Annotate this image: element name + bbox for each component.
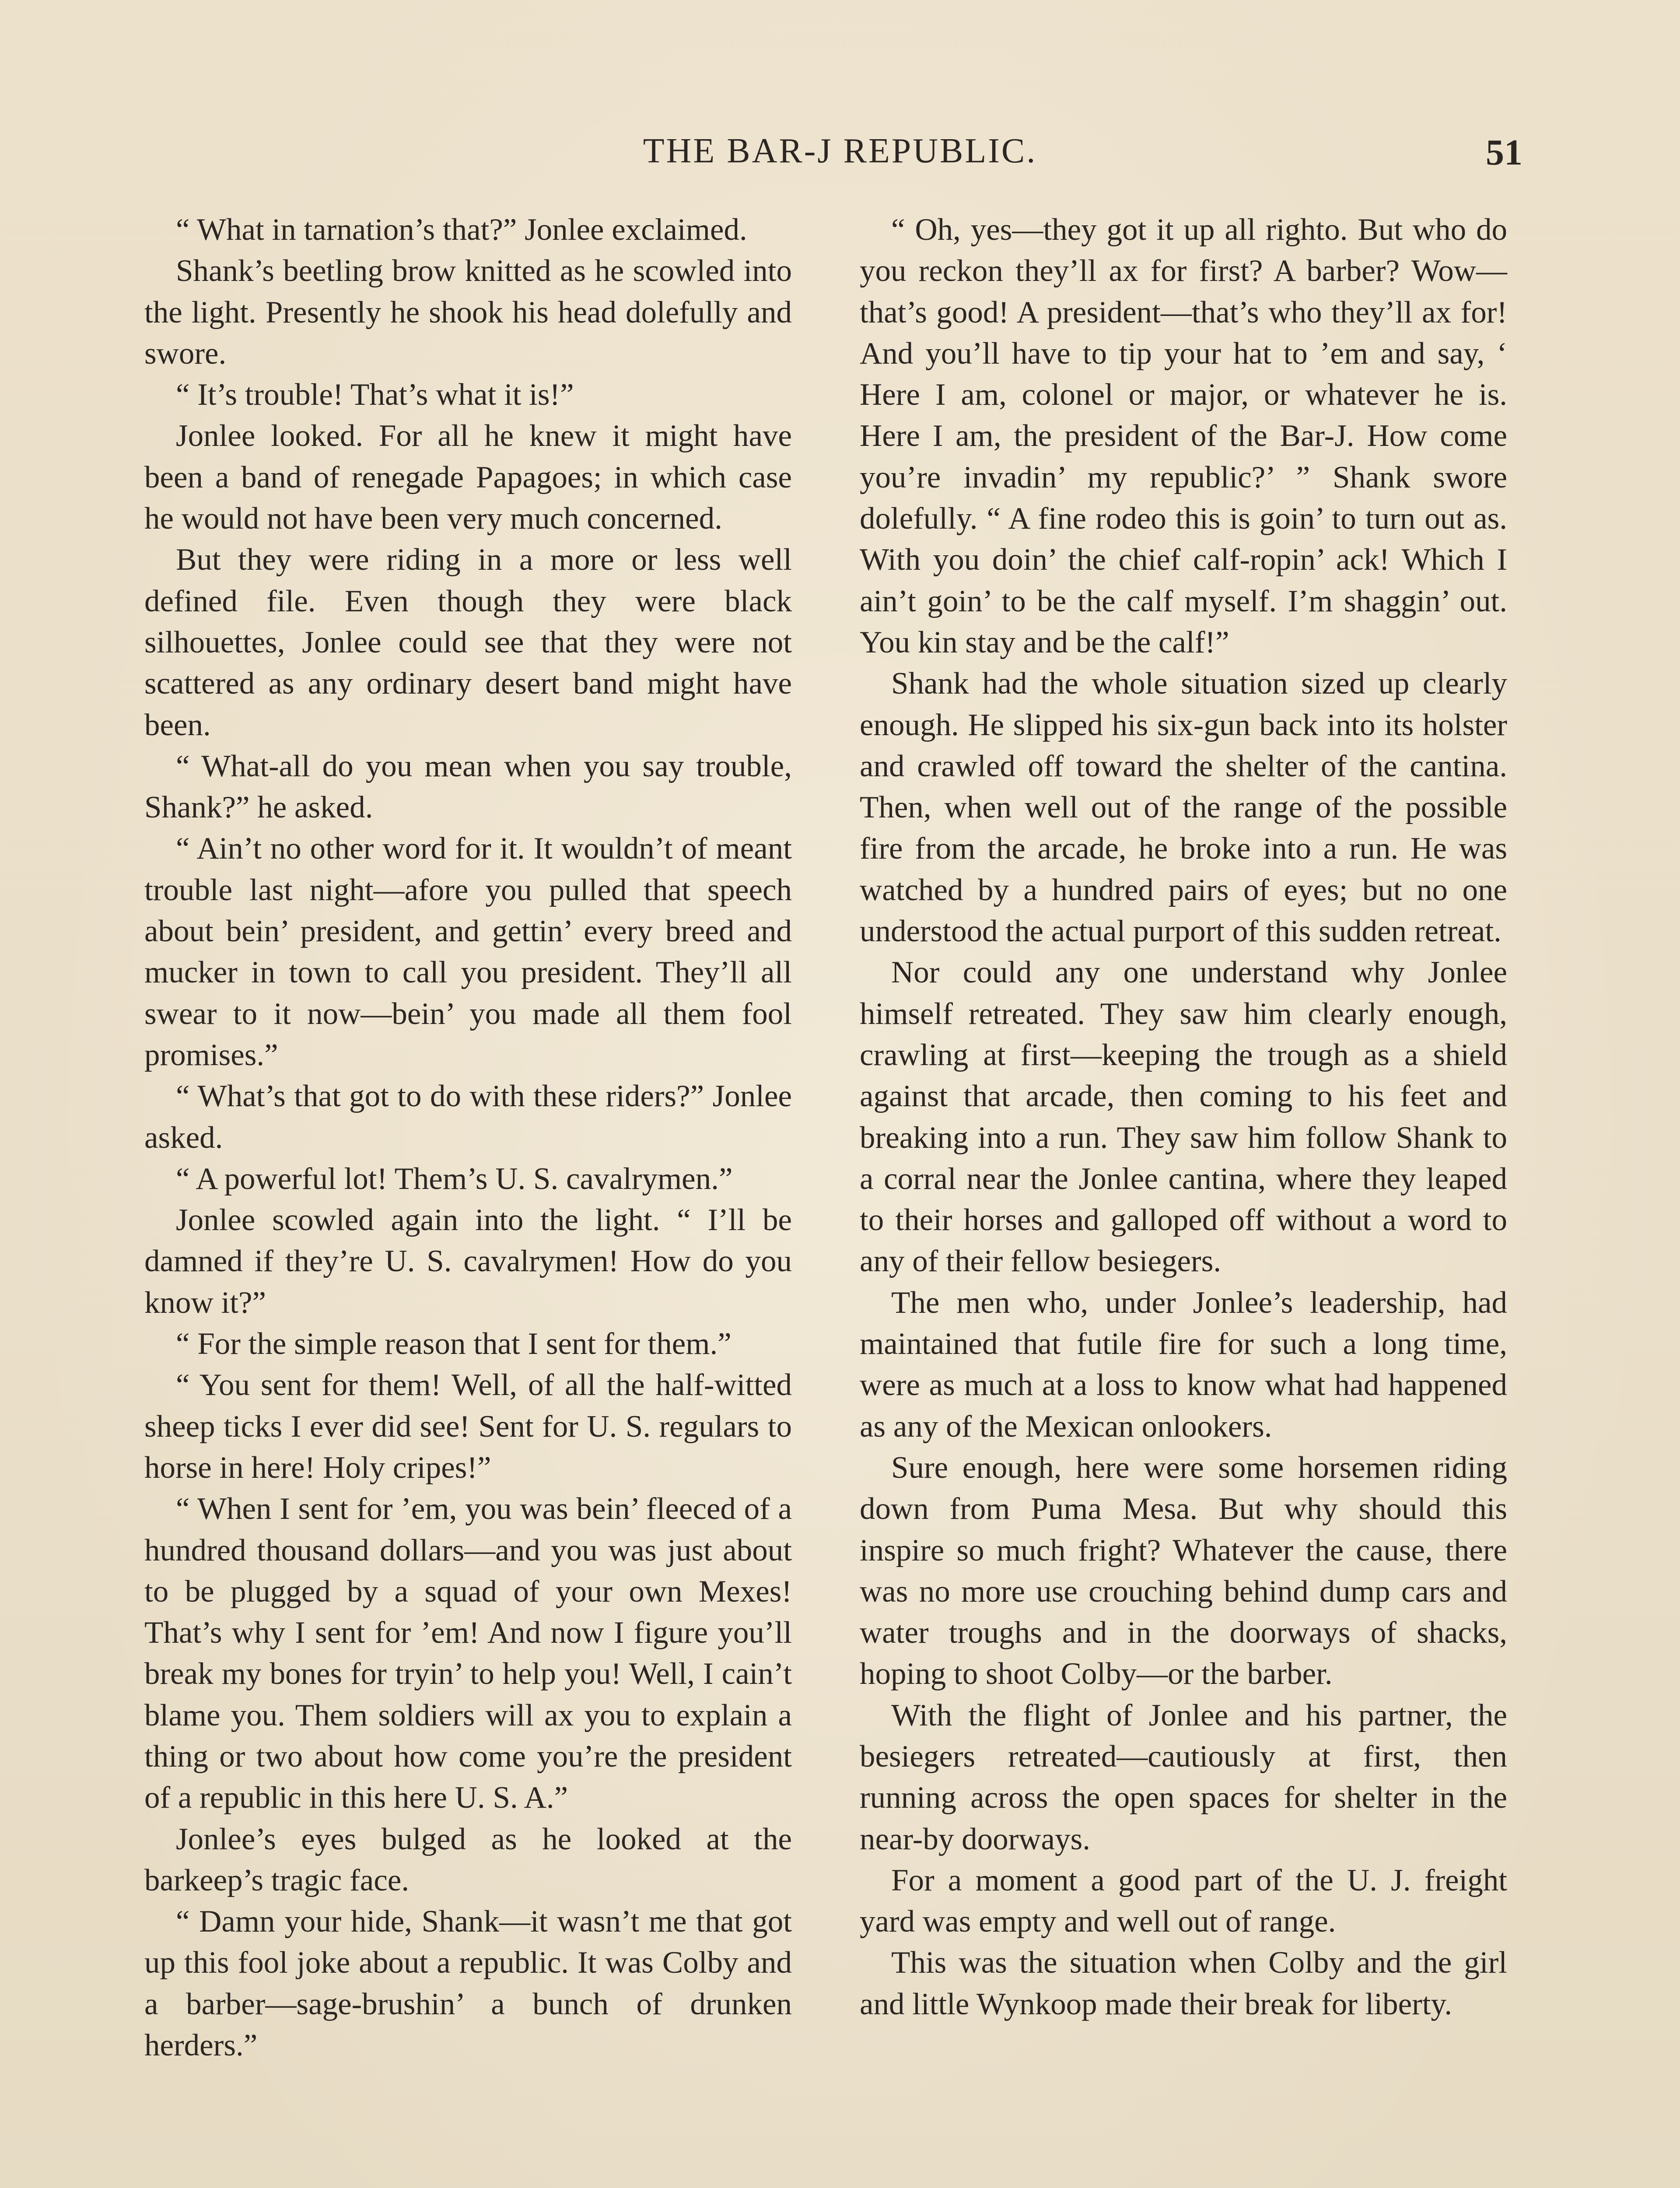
paragraph: “ For the simple reason that I sent for them.” xyxy=(176,1327,732,1361)
paragraph: “ What-all do you mean when you say trouble, Shank?” he asked. xyxy=(144,749,792,825)
page-header xyxy=(0,131,1680,179)
paragraph: Jonlee scowled again into the light. “ I’ll be damned if they’re U. S. cavalrymen! How do you know it?” xyxy=(144,1203,792,1320)
paragraph: Sure enough, here were some horsemen riding down from Puma Mesa. But why should this inspire so much fright? Whatever the cause, there was no more use crouching behind dump cars and water troughs and in the doorways of shacks, hoping to shoot Colby—or the barber. xyxy=(860,1450,1507,1691)
right-text-column xyxy=(860,209,1507,2025)
paragraph: “ Damn your hide, Shank—it wasn’t me that got up this fool joke about a republic. It was Colby and a barber—sage-brushin’ a bunch of drunken herders.” xyxy=(144,1904,792,2063)
paragraph: Shank had the whole situation sized up clearly enough. He slipped his six-gun back into its holster and crawled off toward the shelter of the cantina. Then, when well out of the range of the possible fire from the arcade, he broke into a run. He was watched by a hundred pairs of eyes; but no one understood the actual purport of this sudden retreat. xyxy=(860,666,1507,949)
paragraph: Jonlee’s eyes bulged as he looked at the barkeep’s tragic face. xyxy=(144,1822,792,1897)
paragraph: Shank’s beetling brow knitted as he scowled into the light. Presently he shook his head dolefully and swore. xyxy=(144,254,792,371)
paragraph: But they were riding in a more or less well defined file. Even though they were black silhouettes, Jonlee could see that they were not scattered as any ordinary desert band might have been. xyxy=(144,543,792,742)
paragraph: “ It’s trouble! That’s what it is!” xyxy=(176,378,574,412)
paragraph: “ Oh, yes—they got it up all righto. But who do you reckon they’ll ax for first? A barber? Wow—that’s good! A president—that’s who they’ll ax for! And you’ll have to tip your hat to ’em and say, ‘ Here I am, colonel or major, or whatever he is. Here I am, the president of the Bar-J. How come you’re invadin’ my republic?’ ” Shank swore dolefully. “ A fine rodeo this is goin’ to turn out as. With you doin’ the chief calf-ropin’ ack! Which I ain’t goin’ to be the calf myself. I’m shaggin’ out. You kin stay and be the calf!” xyxy=(860,213,1507,659)
running-title: THE BAR-J REPUBLIC. xyxy=(643,132,1037,170)
paragraph: “ A powerful lot! Them’s U. S. cavalrymen.” xyxy=(176,1161,733,1196)
page-number: 51 xyxy=(1486,132,1522,173)
paragraph: The men who, under Jonlee’s leadership, had maintained that futile fire for such a long time, were as much at a loss to know what had happened as any of the Mexican onlookers. xyxy=(860,1285,1507,1444)
paragraph: “ Ain’t no other word for it. It wouldn’t of meant trouble last night—afore you pulled that speech about bein’ president, and gettin’ every breed and mucker in town to call you president. They’ll all swear to it now—bein’ you made all them fool promises.” xyxy=(144,831,792,1072)
paragraph: “ What in tarnation’s that?” Jonlee exclaimed. xyxy=(176,213,747,247)
paragraph: “ You sent for them! Well, of all the half-witted sheep ticks I ever did see! Sent for U. S. regulars to horse in here! Holy cripes!” xyxy=(144,1368,792,1485)
paragraph: This was the situation when Colby and the girl and little Wynkoop made their break for liberty. xyxy=(860,1946,1507,2021)
paragraph: “ When I sent for ’em, you was bein’ fleeced of a hundred thousand dollars—and you was just about to be plugged by a squad of your own Mexes! That’s why I sent for ’em! And now I figure you’ll break my bones for tryin’ to help you! Well, I cain’t blame you. Them soldiers will ax you to explain a thing or two about how come you’re the president of a republic in this here U. S. A.” xyxy=(144,1492,792,1815)
left-text-column xyxy=(144,209,792,2066)
paragraph: For a moment a good part of the U. J. freight yard was empty and well out of range. xyxy=(860,1863,1507,1939)
paragraph: Jonlee looked. For all he knew it might have been a band of renegade Papagoes; in which case he would not have been very much concerned. xyxy=(144,419,792,536)
paragraph: Nor could any one understand why Jonlee himself retreated. They saw him clearly enough, crawling at first—keeping the trough as a shield against that arcade, then coming to his feet and breaking into a run. They saw him follow Shank to a corral near the Jonlee cantina, where they leaped to their horses and galloped off without a word to any of their fellow besiegers. xyxy=(860,955,1507,1279)
paragraph: With the flight of Jonlee and his partner, the besiegers retreated—cautiously at first, then running across the open spaces for shelter in the near-by doorways. xyxy=(860,1698,1507,1856)
paragraph: “ What’s that got to do with these riders?” Jonlee asked. xyxy=(144,1079,792,1155)
